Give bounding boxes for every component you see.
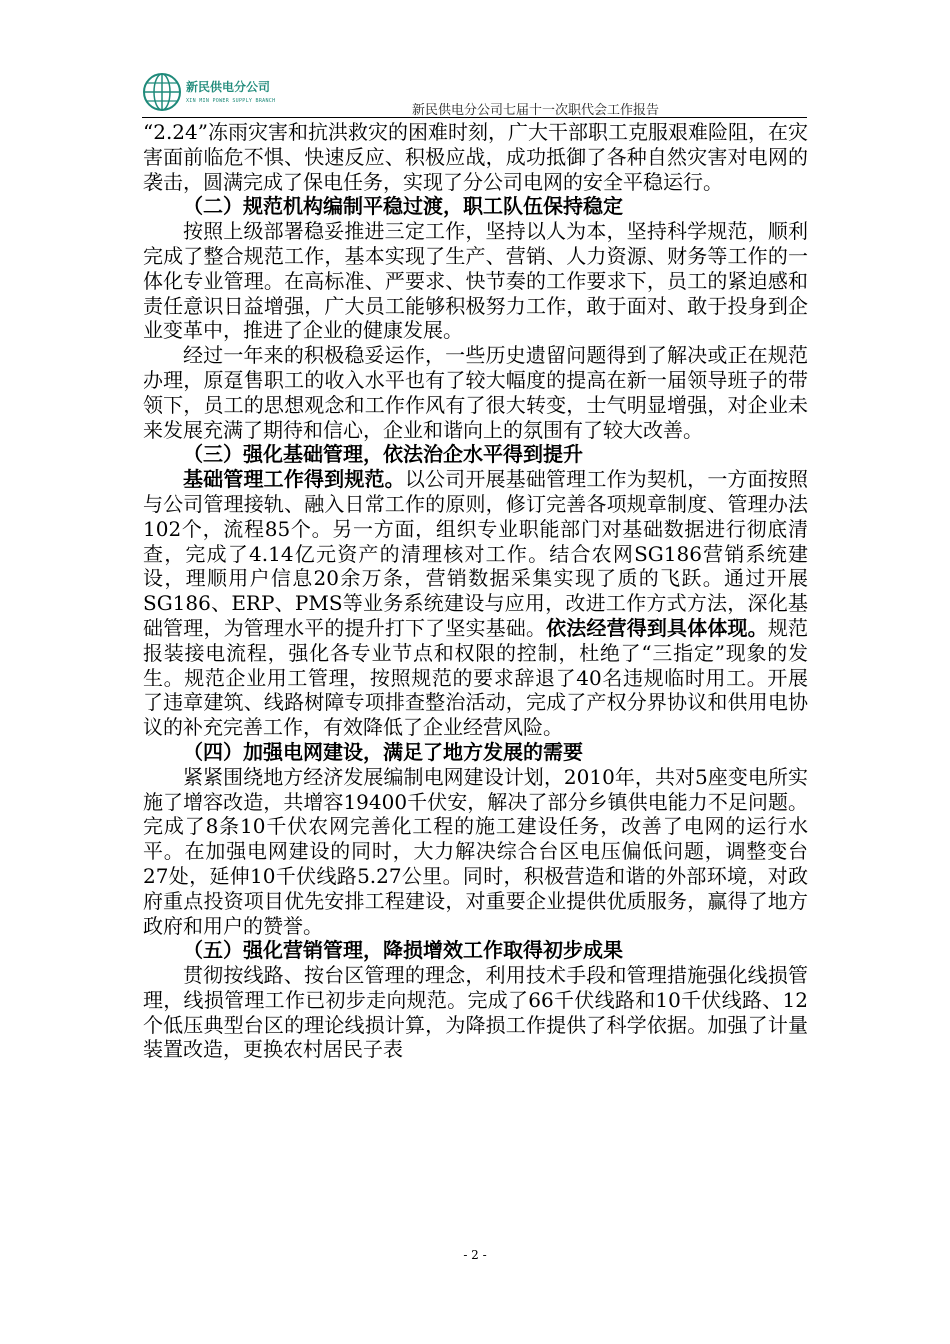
section-heading-3: （三）强化基础管理，依法治企水平得到提升 (183, 442, 583, 467)
paragraph-organization: 按照上级部署稳妥推进三定工作，坚持以人为本，坚持科学规范，顺利完成了整合规范工作，基本实现了生产、营销、人力资源、财务等工作的一体化专业管理。在高标准、严要求、快节奏的工作要求下，员工的紧迫感和责任意识日益增强，广大员工能够积极努力工作，敢于面对、敢于投身到企业变革中，推进了企业的健康发展。 (143, 219, 808, 343)
paragraph-basic-management (143, 467, 808, 740)
logo-company-name: 新民供电分公司 (186, 80, 271, 94)
section-heading-5: （五）强化营销管理，降损增效工作取得初步成果 (183, 938, 623, 963)
company-logo (142, 72, 302, 116)
report-title: 新民供电分公司七届十一次职代会工作报告 (412, 103, 660, 118)
lead-phrase-basic-management: 基础管理工作得到规范。 (183, 467, 405, 492)
globe-power-logo-icon (142, 72, 182, 112)
paragraph-marketing-management: 贯彻按线路、按台区管理的理念，利用技术手段和管理措施强化线损管理，线损管理工作已初步走向规范。完成了66千伏线路和10千伏线路、12个低压典型台区的理论线损计算，为降损工作提供了科学依据。加强了计量装置改造，更换农村居民子表 (143, 963, 808, 1062)
text-basic-management: 以公司开展基础管理工作为契机，一方面按照与公司管理接轨、融入日常工作的原则，修订完善各项规章制度、管理办法102个，流程85个。另一方面，组织专业职能部门对基础数据进行彻底清查，完成了4.14亿元资产的清理核对工作。结合农网SG186营销系统建设，理顺用户信息20余万条，营销数据采集实现了质的飞跃。通过开展SG186、ERP、PMS等业务系统建设与应用，改进工作方式方法，深化基础管理，为管理水平的提升打下了坚实基础。 (143, 467, 809, 640)
paragraph-staff-stability: 经过一年来的积极稳妥运作，一些历史遗留问题得到了解决或正在规范办理，原趸售职工的收入水平也有了较大幅度的提高在新一届领导班子的带领下，员工的思想观念和工作作风有了很大转变，士气明显增强，对企业未来发展充满了期待和信心，企业和谐向上的氛围有了较大改善。 (143, 343, 808, 442)
paragraph-disaster-response: “2.24”冻雨灾害和抗洪救灾的困难时刻，广大干部职工克服艰难险阻，在灾害面前临危不惧、快速反应、积极应战，成功抵御了各种自然灾害对电网的袭击，圆满完成了保电任务，实现了分公司电网的安全平稳运行。 (143, 120, 808, 194)
text-lawful-operation: 规范报装接电流程，强化各专业节点和权限的控制，杜绝了“三指定”现象的发生。规范企业用工管理，按照规范的要求辞退了40名违规临时用工。开展了违章建筑、线路树障专项排查整治活动，完成了产权分界协议和供用电协议的补充完善工作，有效降低了企业经营风险。 (143, 615, 808, 740)
paragraph-grid-construction: 紧紧围绕地方经济发展编制电网建设计划，2010年，共对5座变电所实施了增容改造，共增容19400千伏安，解决了部分乡镇供电能力不足问题。完成了8条10千伏农网完善化工程的施工建设任务，改善了电网的运行水平。在加强电网建设的同时，大力解决综合台区电压偏低问题，调整变台27处，延伸10千伏线路5.27公里。同时，积极营造和谐的外部环境，对政府重点投资项目优先安排工程建设，对重要企业提供优质服务，赢得了地方政府和用户的赞誉。 (143, 764, 808, 938)
report-body (143, 120, 808, 1062)
section-heading-4: （四）加强电网建设，满足了地方发展的需要 (183, 739, 583, 764)
section-heading-2: （二）规范机构编制平稳过渡，职工队伍保持稳定 (183, 194, 623, 219)
logo-company-subtitle: XIN MIN POWER SUPPLY BRANCH (186, 98, 276, 104)
header-divider (142, 117, 807, 118)
page-number: - 2 - (463, 1248, 487, 1262)
lead-phrase-lawful-operation: 依法经营得到具体体现。 (546, 615, 768, 640)
